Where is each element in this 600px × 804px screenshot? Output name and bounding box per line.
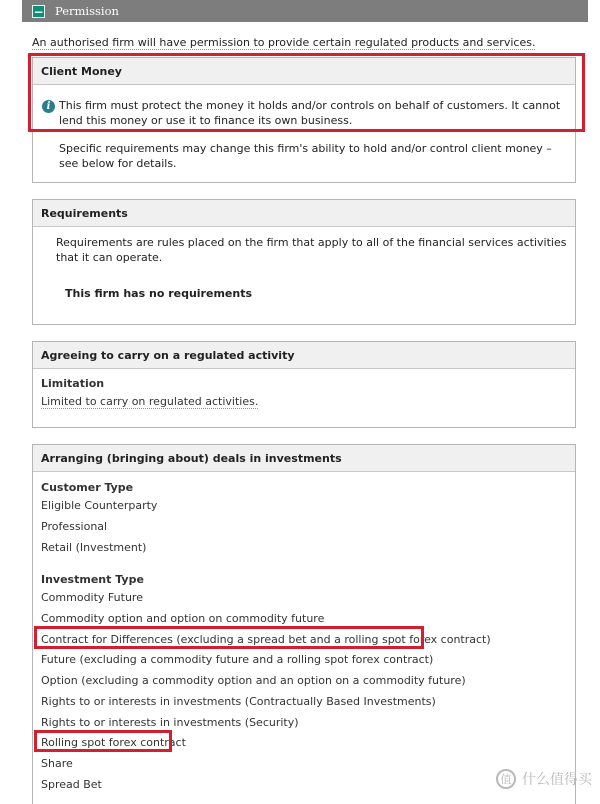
intro-text: An authorised firm will have permission to provide certain regulated products and services. <box>32 36 536 49</box>
collapse-toggle-icon[interactable]: − <box>33 4 44 19</box>
client-money-text: This firm must protect the money it holds and/or controls on behalf of customers. It cannot lend this money or use it to finance its own business. <box>59 99 561 127</box>
watermark-text: 什么值得买 <box>522 772 592 788</box>
limitation-label: Limitation <box>41 377 105 390</box>
investment-type-item: Option (excluding a commodity option and an option on a commodity future) <box>41 674 466 687</box>
panel-title: Client Money <box>33 58 575 85</box>
investment-type-item: Commodity Future <box>41 591 143 604</box>
panel-title: Agreeing to carry on a regulated activity <box>33 342 575 369</box>
investment-type-item: Rights to or interests in investments (Contractually Based Investments) <box>41 695 436 708</box>
investment-type-item: Future (excluding a commodity future and a rolling spot forex contract) <box>41 653 434 666</box>
investment-type-label: Investment Type <box>41 573 144 586</box>
customer-type-item: Retail (Investment) <box>41 541 147 554</box>
investment-type-item: Rolling spot forex contract <box>41 736 186 749</box>
watermark <box>496 769 592 789</box>
no-requirements: This firm has no requirements <box>65 287 253 300</box>
customer-type-item: Eligible Counterparty <box>41 499 158 512</box>
requirements-panel <box>32 199 576 325</box>
highlight-rolling-spot-forex <box>34 730 172 752</box>
panel-title: Arranging (bringing about) deals in investments <box>33 445 575 472</box>
highlight-cfd <box>34 626 424 649</box>
watermark-logo-icon: 值 <box>496 769 516 789</box>
panel-title: Requirements <box>33 200 575 227</box>
investment-type-item: Rights to or interests in investments (Security) <box>41 716 299 729</box>
client-money-note: Specific requirements may change this firm's ability to hold and/or control client money – see below for details. <box>59 142 552 170</box>
investment-type-item: Commodity option and option on commodity future <box>41 612 325 625</box>
permission-section-header[interactable] <box>22 0 588 22</box>
info-icon: i <box>42 100 55 113</box>
requirements-text: Requirements are rules placed on the firm that apply to all of the financial services activities that it can operate. <box>56 236 567 264</box>
investment-type-item: Contract for Differences (excluding a spread bet and a rolling spot forex contract) <box>41 633 491 646</box>
investment-type-item: Share <box>41 757 73 770</box>
limitation-text[interactable]: Limited to carry on regulated activities. <box>41 395 259 408</box>
investment-type-item: Spread Bet <box>41 778 102 791</box>
customer-type-label: Customer Type <box>41 481 134 494</box>
highlight-client-money <box>28 53 585 132</box>
section-title: Permission <box>55 4 119 18</box>
agreeing-panel <box>32 341 576 428</box>
customer-type-item: Professional <box>41 520 108 533</box>
